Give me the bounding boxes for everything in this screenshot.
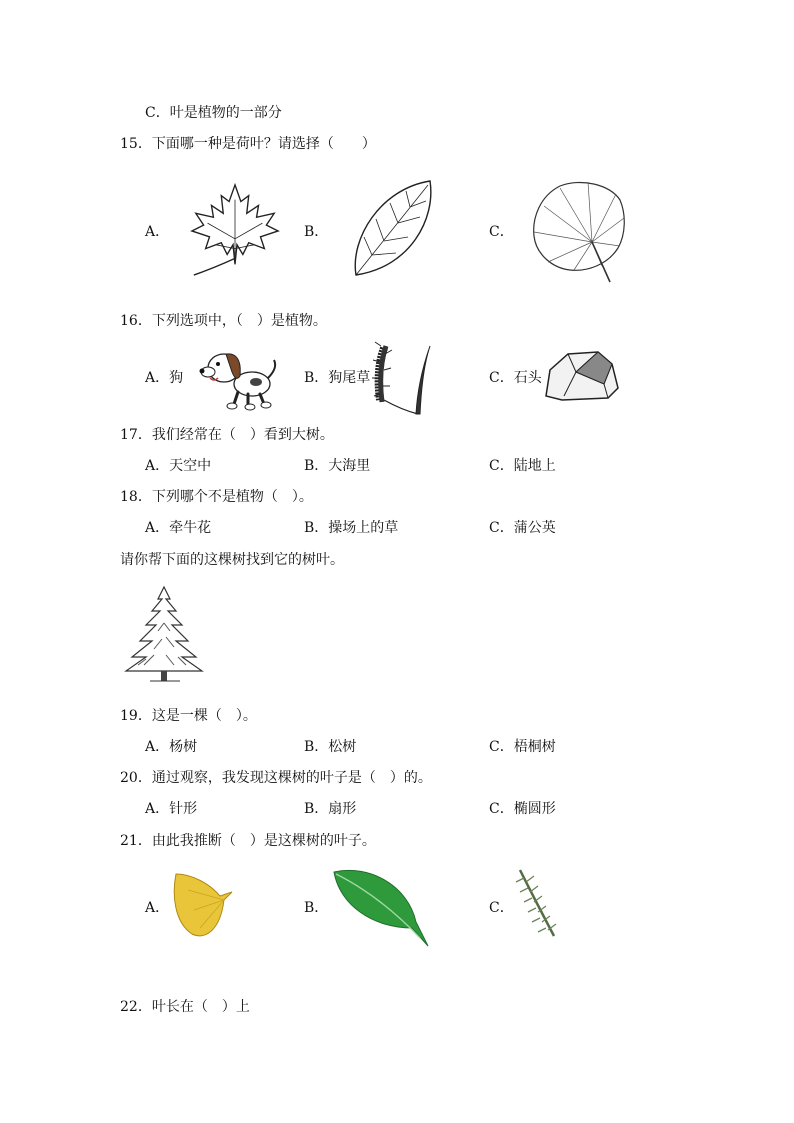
q20-option-a[interactable]: A．针形 <box>145 801 198 817</box>
q15-question: 15．下面哪一种是荷叶？请选择（ ） <box>120 136 376 152</box>
dog-image <box>196 346 280 410</box>
q18-option-b[interactable]: B．操场上的草 <box>304 520 399 536</box>
q14-option-c[interactable]: C．叶是植物的一部分 <box>145 105 282 121</box>
oval-leaf-image <box>350 178 436 280</box>
q16-option-a[interactable]: A．狗 <box>145 370 184 386</box>
q20-question: 20．通过观察，我发现这棵树的叶子是（ ）的。 <box>120 770 432 786</box>
q16-question: 16．下列选项中，（ ）是植物。 <box>120 313 327 329</box>
q15-label-b[interactable]: B． <box>304 224 329 240</box>
q21-label-a[interactable]: A． <box>145 900 170 916</box>
ginkgo-leaf-image <box>170 870 234 940</box>
pine-needle-twig-image <box>514 868 560 940</box>
q21-question: 21．由此我推断（ ）是这棵树的叶子。 <box>120 833 376 849</box>
green-leaf-image <box>330 866 430 948</box>
tree-intro-text: 请你帮下面的这棵树找到它的树叶。 <box>120 552 344 568</box>
q17-option-c[interactable]: C．陆地上 <box>489 458 556 474</box>
q16-option-b[interactable]: B．狗尾草 <box>304 370 371 386</box>
q19-option-b[interactable]: B．松树 <box>304 739 357 755</box>
q16-option-c[interactable]: C．石头 <box>489 370 542 386</box>
q15-label-a[interactable]: A． <box>145 224 170 240</box>
maple-leaf-image <box>184 180 286 278</box>
q19-question: 19．这是一棵（ ）。 <box>120 708 257 724</box>
q17-option-a[interactable]: A．天空中 <box>145 458 212 474</box>
q18-option-c[interactable]: C．蒲公英 <box>489 520 556 536</box>
q20-option-b[interactable]: B．扇形 <box>304 801 357 817</box>
q21-label-b[interactable]: B． <box>304 900 329 916</box>
q17-option-b[interactable]: B．大海里 <box>304 458 371 474</box>
q21-label-c[interactable]: C． <box>489 900 514 916</box>
q15-label-c[interactable]: C． <box>489 224 514 240</box>
q22-question: 22．叶长在（ ）上 <box>120 999 250 1015</box>
q17-question: 17．我们经常在（ ）看到大树。 <box>120 427 334 443</box>
q20-option-c[interactable]: C．椭圆形 <box>489 801 556 817</box>
lotus-leaf-image <box>530 178 628 284</box>
q19-option-c[interactable]: C．梧桐树 <box>489 739 556 755</box>
q19-option-a[interactable]: A．杨树 <box>145 739 198 755</box>
q18-question: 18．下列哪个不是植物（ ）。 <box>120 489 313 505</box>
q18-option-a[interactable]: A．牵牛花 <box>145 520 212 536</box>
foxtail-grass-image <box>372 340 434 416</box>
pine-tree-image <box>124 585 204 683</box>
rock-image <box>542 348 620 402</box>
